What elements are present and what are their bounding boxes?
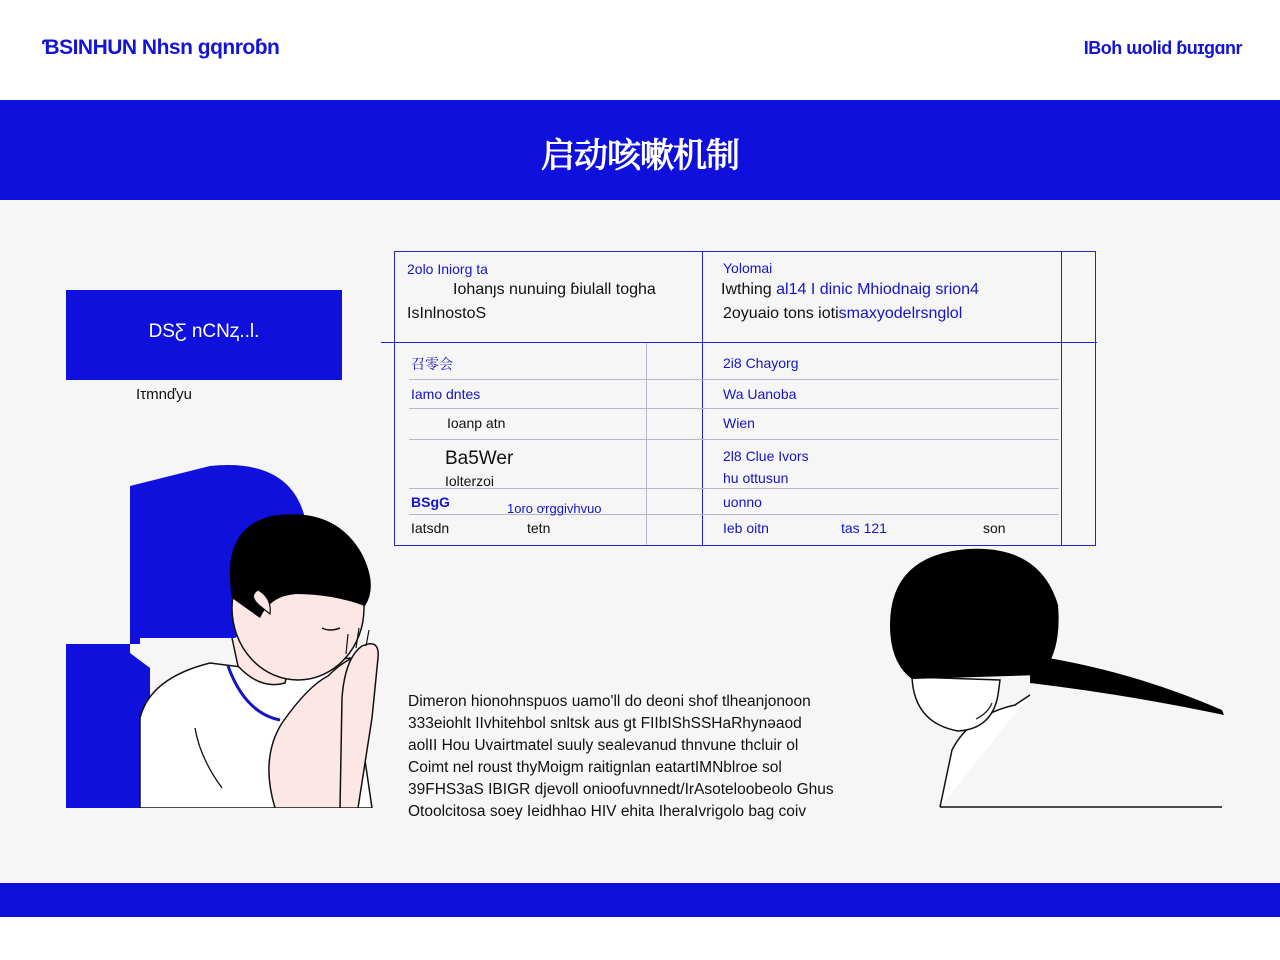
table-row-line: [409, 408, 1059, 409]
bending-person-illustration: [880, 545, 1230, 810]
table-header-rule: [381, 342, 1097, 343]
header-right-line1: [721, 281, 979, 299]
table-cell: Ioanp atn: [447, 415, 506, 431]
table-cell: uonno: [723, 494, 762, 510]
table-cell: 召零会: [411, 356, 453, 372]
brand-logo-right: IBoh ɯolid ɓuɪɡɑnr: [1083, 38, 1242, 58]
title-banner: [0, 100, 1280, 200]
ponytail: [1030, 655, 1224, 715]
paragraph-line: 39FHS3aS IBIGR djevoll onioofuvnnedt/IrAsoteloobeolo Ghus: [408, 781, 834, 798]
table-cell: Iolterzoi: [445, 473, 495, 489]
table-cell: BSgG: [411, 494, 450, 510]
header-left-line1: Iohanȷs nunuing ɓiulall togha: [453, 281, 656, 298]
table-cell: Iamo dntes: [411, 386, 481, 402]
table-divider-right: [1061, 252, 1062, 545]
content-area: [0, 200, 1280, 883]
description-paragraph: [408, 691, 878, 823]
paragraph-line: Dimeron hionohnspuos uamo'll do deoni shof tlheanjonoon: [408, 693, 811, 710]
header-right-line1-b: al14 I dinic Mhiodnaig srion4: [776, 281, 979, 298]
footer-band: [0, 883, 1280, 917]
table-cell: 2i8 Chayorg: [723, 355, 799, 371]
header-right-line2-a: 2oyuaio tons ioti: [723, 305, 839, 322]
table-cell: Wa Uanoba: [723, 386, 797, 402]
paragraph-line: 333eiohlt IIvhitehbol snltsk aus gt FIIbIShSSHaRhynǝaod: [408, 715, 802, 732]
table-row-line: [409, 439, 1059, 440]
table-cell: Ieb oitn: [723, 520, 769, 536]
label-panel-caption: Iτmnďyu: [136, 386, 192, 403]
table-cell: Wien: [723, 415, 755, 431]
table-cell: Iatsdn: [411, 520, 450, 536]
info-table: [394, 251, 1096, 546]
header-left-line2: IsInlnostoS: [407, 305, 487, 322]
table-cell: 2l8 Clue Ivors: [723, 448, 809, 464]
label-panel: [66, 290, 342, 380]
table-row-line: [409, 379, 1059, 380]
header-right-line2: [723, 305, 962, 323]
table-cell: Ba5Wer: [445, 448, 514, 469]
page-title: 启动咳嗽机制: [541, 137, 739, 175]
table-divider-center: [702, 252, 703, 545]
table-row-line: [409, 488, 1059, 489]
table-cell: son: [983, 520, 1006, 536]
table-cell: tetn: [527, 520, 551, 536]
brand-logo-left: ƁSINHUN Nhsn gqnroɓn: [42, 36, 280, 59]
header-right-line1-a: Iwthing: [721, 281, 772, 298]
label-panel-text: DSƸ nCNⱬ..l.: [148, 321, 260, 342]
table-cell: tas 121: [841, 520, 887, 536]
paragraph-line: Otoolcitosa soey Ieidhhao HIV ehita IheraIvrigolo bag coiv: [408, 803, 807, 820]
paragraph-line: Coimt nel roust thyMoigm raitignlan eatartIMNblroe sol: [408, 759, 782, 776]
header-right-line2-b: smaxyodelrsnglol: [838, 305, 963, 322]
table-cell: 1oro ơrggivhvuo: [507, 501, 602, 516]
coughing-person-illustration: [60, 458, 390, 808]
table-cell: hu ottusun: [723, 470, 789, 486]
header-right-small: Yolomai: [723, 260, 773, 276]
header-left-small: 2olo Iniorg ta: [407, 261, 488, 277]
paragraph-line: aolII Hou Uvairtmatel suuly sealevanud thnvune thcluir ol: [408, 737, 799, 754]
